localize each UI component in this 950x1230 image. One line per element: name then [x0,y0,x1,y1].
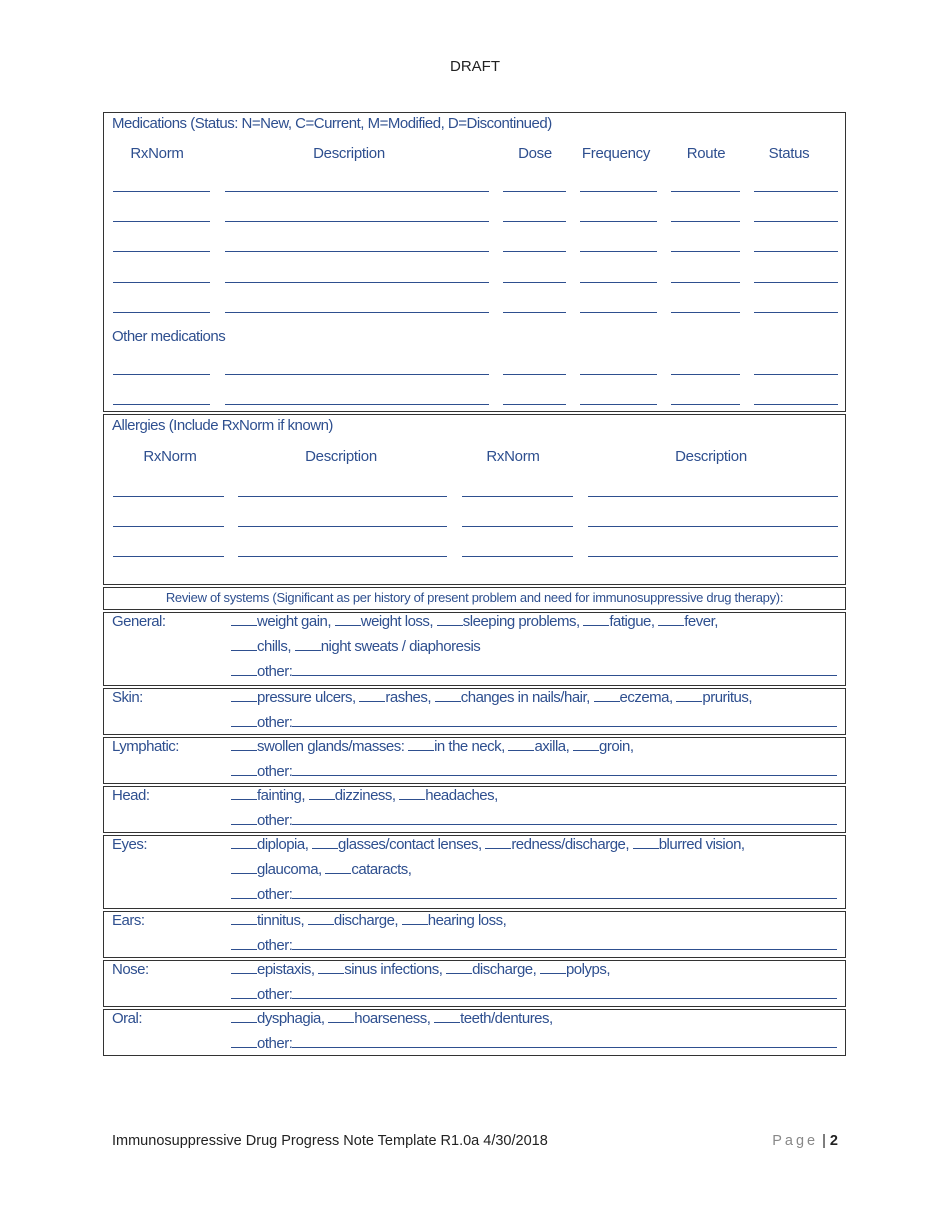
review-header: Review of systems (Significant as per history of present problem and need for immunosuppressive drug therapy): [165,590,784,605]
ros-option-text: weight loss, [360,613,437,630]
ros-option-text: blurred vision, [658,836,745,853]
checkbox-blank[interactable] [485,836,511,849]
ros-option-text: dysphagia, [257,1010,329,1027]
ros-option-text: dizziness, [334,787,400,804]
medication-entry-field[interactable] [671,221,740,222]
medication-entry-field[interactable] [580,221,657,222]
checkbox-blank[interactable] [231,613,257,626]
ros-option-text: fatigue, [609,613,659,630]
checkbox-blank[interactable] [446,961,472,974]
checkbox-blank[interactable] [594,689,620,702]
ros-line [231,836,745,853]
review-header-box [103,587,846,610]
allergy-entry-field[interactable] [588,556,838,557]
ros-section-eyes [103,835,846,909]
med-col-rxnorm: RxNorm [130,145,184,162]
medication-entry-field[interactable] [503,312,566,313]
ros-option-text: fever, [684,613,718,630]
ros-option-text: hoarseness, [354,1010,435,1027]
checkbox-blank[interactable] [312,836,338,849]
ros-option-text: epistaxis, [257,961,319,978]
checkbox-blank[interactable] [231,689,257,702]
allergy-col-rxnorm-2: RxNorm [486,448,540,465]
ros-option-text: other: [257,986,293,1003]
medication-entry-field[interactable] [113,312,210,313]
ros-option-text: other: [257,937,293,954]
checkbox-blank[interactable] [231,638,257,651]
other-input-line[interactable] [292,663,837,676]
ros-line [231,763,837,780]
ros-option-text: axilla, [534,738,573,755]
checkbox-blank[interactable] [633,836,659,849]
allergy-entry-field[interactable] [238,556,447,557]
ros-section-oral [103,1009,846,1056]
ros-option-text: glasses/contact lenses, [338,836,486,853]
medication-entry-field[interactable] [503,282,566,283]
medication-entry-field[interactable] [754,251,838,252]
ros-line [231,861,411,878]
draft-header: DRAFT [450,58,500,75]
medication-entry-field[interactable] [113,191,210,192]
ros-option-text: discharge, [333,912,402,929]
checkbox-blank[interactable] [231,738,257,751]
medication-entry-field[interactable] [671,191,740,192]
medication-entry-field[interactable] [503,221,566,222]
ros-option-text: hearing loss, [427,912,507,929]
other-input-line[interactable] [292,886,837,899]
allergy-entry-field[interactable] [113,526,224,527]
medication-entry-field[interactable] [113,251,210,252]
medication-entry-field[interactable] [754,404,838,405]
med-col-route: Route [686,145,726,162]
medication-entry-field[interactable] [671,282,740,283]
medication-entry-field[interactable] [225,221,489,222]
allergy-entry-field[interactable] [588,496,838,497]
checkbox-blank[interactable] [231,886,257,899]
ros-section-head [103,786,846,833]
medication-entry-field[interactable] [113,374,210,375]
ros-option-text: changes in nails/hair, [460,689,594,706]
checkbox-blank[interactable] [335,613,361,626]
checkbox-blank[interactable] [325,861,351,874]
checkbox-blank[interactable] [437,613,463,626]
ros-option-text: glaucoma, [257,861,326,878]
ros-line [231,663,837,680]
checkbox-blank[interactable] [434,1010,460,1023]
medication-entry-field[interactable] [671,312,740,313]
ros-option-text: other: [257,714,293,731]
medication-entry-field[interactable] [580,191,657,192]
allergy-col-description-1: Description [305,448,377,465]
checkbox-blank[interactable] [231,861,257,874]
checkbox-blank[interactable] [308,912,334,925]
ros-option-text: swollen glands/masses: [257,738,409,755]
medications-section [103,112,846,412]
checkbox-blank[interactable] [328,1010,354,1023]
medication-entry-field[interactable] [671,251,740,252]
ros-option-text: teeth/dentures, [460,1010,553,1027]
ros-label: Ears: [112,912,145,929]
medication-entry-field[interactable] [754,312,838,313]
ros-option-text: rashes, [385,689,435,706]
ros-line [231,787,498,804]
checkbox-blank[interactable] [408,738,434,751]
medication-entry-field[interactable] [225,191,489,192]
medication-entry-field[interactable] [580,404,657,405]
ros-label: Eyes: [112,836,148,853]
other-medications-label: Other medications [112,328,226,345]
checkbox-blank[interactable] [231,961,257,974]
page-separator: | [822,1133,826,1149]
other-input-line[interactable] [292,937,837,950]
ros-line [231,986,837,1003]
other-input-line[interactable] [292,812,837,825]
allergy-entry-field[interactable] [113,556,224,557]
med-col-description: Description [313,145,385,162]
medication-entry-field[interactable] [671,374,740,375]
ros-label: Lymphatic: [112,738,179,755]
checkbox-blank[interactable] [231,1035,257,1048]
ros-line [231,912,506,929]
ros-section-ears [103,911,846,958]
medication-entry-field[interactable] [503,191,566,192]
allergy-entry-field[interactable] [462,496,573,497]
ros-option-text: discharge, [472,961,540,978]
checkbox-blank[interactable] [231,836,257,849]
ros-line [231,1035,837,1052]
allergy-entry-field[interactable] [238,496,447,497]
ros-label: Oral: [112,1010,143,1027]
ros-line [231,613,718,630]
page-word: Page [772,1133,819,1149]
medication-entry-field[interactable] [225,251,489,252]
checkbox-blank[interactable] [231,912,257,925]
ros-option-text: pressure ulcers, [257,689,360,706]
checkbox-blank[interactable] [231,986,257,999]
other-input-line[interactable] [292,986,837,999]
medication-entry-field[interactable] [225,282,489,283]
checkbox-blank[interactable] [583,613,609,626]
medication-entry-field[interactable] [225,312,489,313]
medications-title: Medications (Status: N=New, C=Current, M=Modified, D=Discontinued) [112,115,552,132]
medication-entry-field[interactable] [671,404,740,405]
ros-line [231,689,752,706]
medication-entry-field[interactable] [580,374,657,375]
ros-option-text: redness/discharge, [511,836,633,853]
ros-section-skin [103,688,846,735]
ros-option-text: sleeping problems, [462,613,584,630]
ros-option-text: weight gain, [257,613,335,630]
med-col-dose: Dose [518,145,552,162]
medication-entry-field[interactable] [503,374,566,375]
ros-section-lymphatic [103,737,846,784]
ros-label: General: [112,613,166,630]
medication-entry-field[interactable] [754,374,838,375]
ros-line [231,738,634,755]
allergies-title: Allergies (Include RxNorm if known) [112,417,333,434]
medication-entry-field[interactable] [754,191,838,192]
ros-line [231,961,610,978]
checkbox-blank[interactable] [435,689,461,702]
allergy-col-rxnorm-1: RxNorm [143,448,197,465]
med-col-status: Status [768,145,810,162]
checkbox-blank[interactable] [231,812,257,825]
checkbox-blank[interactable] [231,663,257,676]
medication-entry-field[interactable] [580,312,657,313]
checkbox-blank[interactable] [359,689,385,702]
medication-entry-field[interactable] [754,282,838,283]
checkbox-blank[interactable] [658,613,684,626]
med-col-frequency: Frequency [581,145,651,162]
ros-option-text: other: [257,886,293,903]
ros-option-text: other: [257,663,293,680]
ros-option-text: chills, [257,638,295,655]
checkbox-blank[interactable] [508,738,534,751]
medication-entry-field[interactable] [503,404,566,405]
ros-option-text: groin, [599,738,634,755]
allergy-entry-field[interactable] [462,556,573,557]
ros-label: Nose: [112,961,149,978]
ros-section-nose [103,960,846,1007]
ros-option-text: other: [257,1035,293,1052]
allergy-entry-field[interactable] [113,496,224,497]
ros-option-text: pruritus, [702,689,753,706]
checkbox-blank[interactable] [676,689,702,702]
ros-option-text: eczema, [619,689,677,706]
ros-option-text: other: [257,812,293,829]
ros-option-text: fainting, [257,787,309,804]
ros-section-general [103,612,846,686]
ros-option-text: in the neck, [434,738,509,755]
page-number [772,1133,838,1149]
medication-entry-field[interactable] [113,404,210,405]
other-input-line[interactable] [292,714,837,727]
allergy-entry-field[interactable] [462,526,573,527]
allergy-entry-field[interactable] [238,526,447,527]
checkbox-blank[interactable] [309,787,335,800]
checkbox-blank[interactable] [231,714,257,727]
checkbox-blank[interactable] [540,961,566,974]
ros-option-text: tinnitus, [257,912,308,929]
checkbox-blank[interactable] [399,787,425,800]
ros-line [231,812,837,829]
checkbox-blank[interactable] [231,937,257,950]
ros-line [231,714,837,731]
ros-option-text: polyps, [565,961,610,978]
ros-option-text: cataracts, [351,861,412,878]
allergy-col-description-2: Description [675,448,747,465]
allergies-section [103,414,846,585]
ros-option-text: other: [257,763,293,780]
medication-entry-field[interactable] [580,282,657,283]
ros-option-text: night sweats / diaphoresis [320,638,481,655]
other-input-line[interactable] [292,763,837,776]
medication-entry-field[interactable] [113,282,210,283]
allergy-entry-field[interactable] [588,526,838,527]
checkbox-blank[interactable] [231,787,257,800]
ros-option-text: diplopia, [257,836,313,853]
medication-entry-field[interactable] [225,404,489,405]
checkbox-blank[interactable] [402,912,428,925]
checkbox-blank[interactable] [573,738,599,751]
other-input-line[interactable] [292,1035,837,1048]
ros-label: Skin: [112,689,143,706]
ros-line [231,638,480,655]
footer-template-name: Immunosuppressive Drug Progress Note Template R1.0a 4/30/2018 [112,1133,548,1149]
ros-label: Head: [112,787,150,804]
checkbox-blank[interactable] [231,763,257,776]
page-number-value: 2 [829,1133,838,1149]
ros-line [231,886,837,903]
medication-entry-field[interactable] [754,221,838,222]
medication-entry-field[interactable] [580,251,657,252]
medication-entry-field[interactable] [225,374,489,375]
ros-line [231,937,837,954]
ros-option-text: sinus infections, [344,961,447,978]
checkbox-blank[interactable] [295,638,321,651]
ros-option-text: headaches, [425,787,498,804]
checkbox-blank[interactable] [318,961,344,974]
medication-entry-field[interactable] [503,251,566,252]
medication-entry-field[interactable] [113,221,210,222]
ros-line [231,1010,553,1027]
checkbox-blank[interactable] [231,1010,257,1023]
